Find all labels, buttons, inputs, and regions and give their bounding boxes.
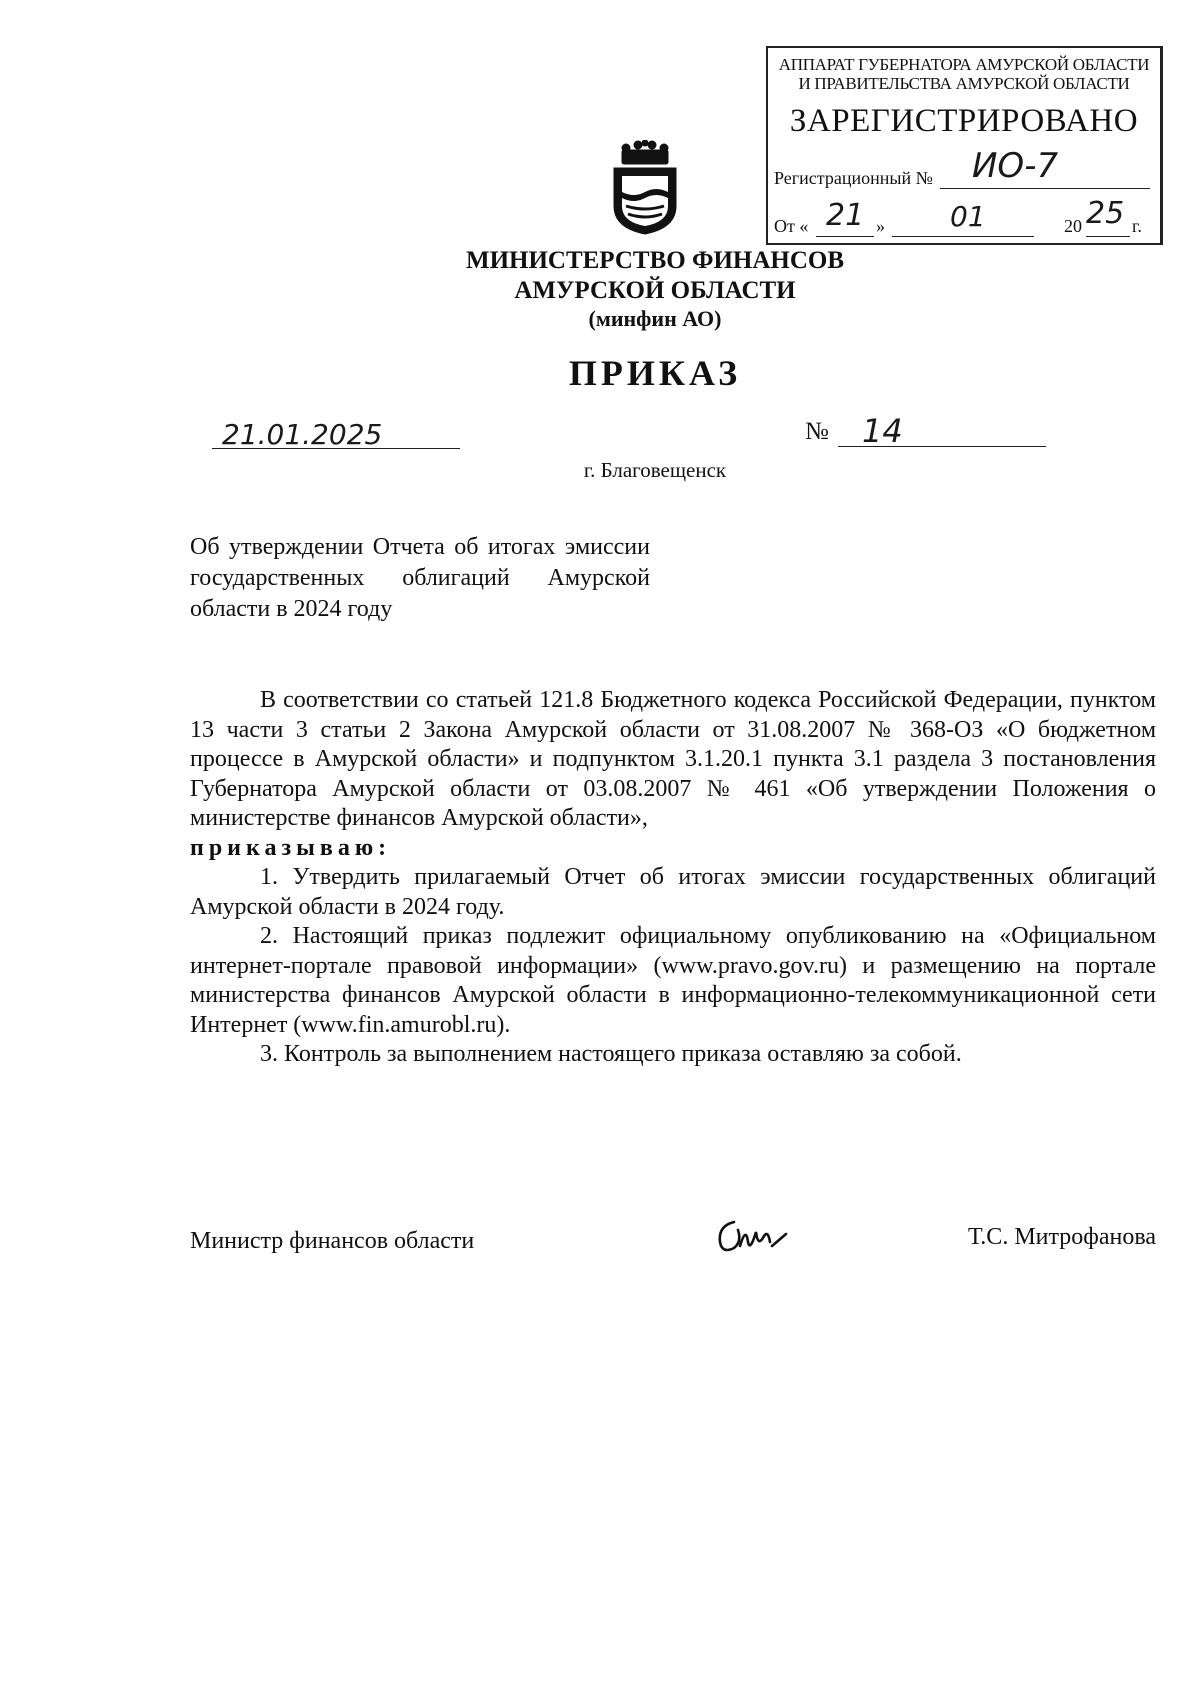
stamp-month-underline xyxy=(892,236,1034,237)
ministry-line1: МИНИСТЕРСТВО ФИНАНСОВ xyxy=(465,247,845,274)
order-item-3: 3. Контроль за выполнением настоящего приказа оставляю за собой. xyxy=(260,1041,962,1067)
order-number-sign: № xyxy=(805,418,829,445)
stamp-registered-label: ЗАРЕГИСТРИРОВАНО xyxy=(789,103,1139,139)
stamp-org-line2: И ПРАВИТЕЛЬСТВА АМУРСКОЙ ОБЛАСТИ xyxy=(798,74,1130,93)
order-date-underline xyxy=(212,448,460,449)
stamp-from-prefix: От « xyxy=(774,216,809,236)
order-subject: Об утверждении Отчета об итогах эмиссии государственных облигаций Амурской области в 2024 году xyxy=(190,534,650,622)
stamp-from-year-suffix: 25 xyxy=(1086,196,1125,231)
stamp-reg-underline xyxy=(940,188,1150,189)
stamp-org-line1: АППАРАТ ГУБЕРНАТОРА АМУРСКОЙ ОБЛАСТИ xyxy=(778,55,1150,74)
order-item-2: 2. Настоящий приказ подлежит официальному опубликованию на «Официальном интернет-портале правовой информации» (www.pravo.gov.ru) и размещению на портале министерства финансов Амурской области в информационно-телекоммуникационной сети Интернет (www.fin.amurobl.ru). xyxy=(190,923,1156,1038)
ministry-line2: АМУРСКОЙ ОБЛАСТИ xyxy=(514,277,796,304)
ministry-name xyxy=(0,246,1200,306)
signatory-name: Т.С. Митрофанова xyxy=(968,1224,1156,1250)
order-number: 14 xyxy=(862,412,903,450)
stamp-reg-label: Регистрационный № xyxy=(774,168,933,188)
handwritten-signature-icon xyxy=(712,1212,792,1260)
order-date: 21.01.2025 xyxy=(222,418,383,451)
stamp-from-day: 21 xyxy=(826,198,865,233)
stamp-organization xyxy=(768,55,1160,93)
order-body xyxy=(190,686,1156,1070)
registration-stamp xyxy=(766,46,1163,245)
document-type-title: ПРИКАЗ xyxy=(568,353,742,393)
stamp-reg-number: ИО-7 xyxy=(972,146,1059,186)
signatory-position: Министр финансов области xyxy=(190,1228,475,1254)
stamp-day-underline xyxy=(816,236,874,237)
order-item-1: 1. Утвердить прилагаемый Отчет об итогах эмиссии государственных облигаций Амурской области в 2024 году. xyxy=(190,864,1156,920)
stamp-quote-close: » xyxy=(876,216,885,236)
stamp-from-month: 01 xyxy=(950,200,986,233)
order-command-word: приказываю: xyxy=(190,834,392,861)
stamp-year-underline xyxy=(1086,236,1130,237)
stamp-year-suffix: г. xyxy=(1132,216,1142,236)
order-preamble: В соответствии со статьей 121.8 Бюджетного кодекса Российской Федерации, пунктом 13 части 3 статьи 2 Закона Амурской области от 31.08.2007 № 368-ОЗ «О бюджетном процессе в Амурской области» и подпунктом 3.1.20.1 пункта 3.1 раздела 3 постановления Губернатора Амурской области от 03.08.2007 № 461 «Об утверждении Положения о министерстве финансов Амурской области», xyxy=(190,687,1156,831)
order-number-underline xyxy=(838,446,1046,447)
ministry-short-name: (минфин АО) xyxy=(588,306,722,331)
stamp-year-prefix: 20 xyxy=(1064,216,1082,236)
order-city: г. Благовещенск xyxy=(583,458,727,482)
coat-of-arms-icon xyxy=(608,140,682,236)
